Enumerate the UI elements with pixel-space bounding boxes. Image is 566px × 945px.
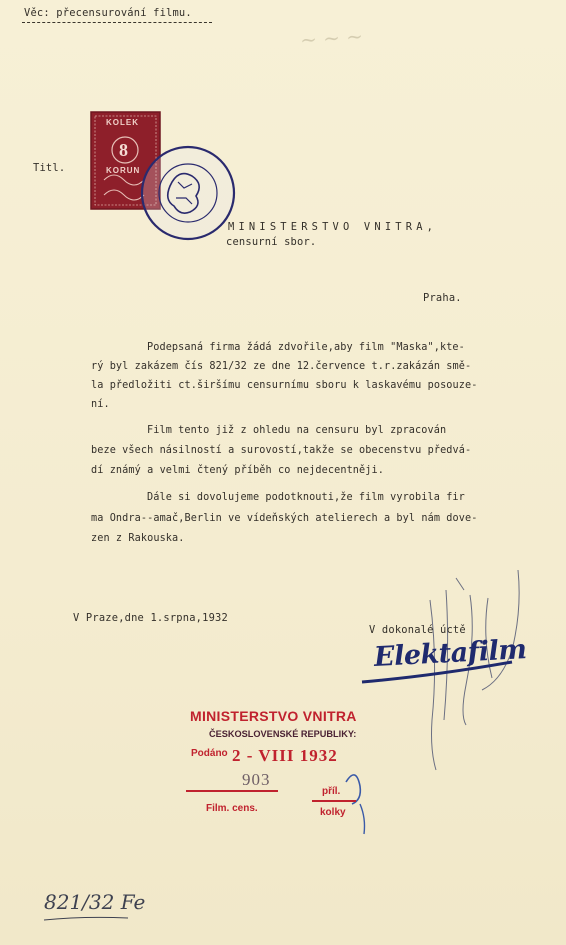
- bleed-through-marks: ~ ~ ~: [299, 23, 364, 53]
- stamp-rule: [312, 800, 356, 802]
- stamp-rule: [186, 790, 278, 792]
- pencil-reference: 821/32 Fe: [44, 890, 146, 914]
- received-stamp-country: ČESKOSLOVENSKÉ REPUBLIKY:: [209, 729, 357, 739]
- company-signature: Elektafilm: [373, 634, 528, 673]
- body-line: zen z Rakouska.: [91, 533, 185, 544]
- body-line: Dále si dovolujeme podotknouti,že film vyrobila fir: [147, 492, 465, 503]
- revenue-stamp-top: KOLEK: [106, 118, 139, 127]
- place: Praha.: [423, 292, 462, 304]
- body-line: beze všech násilností a surovostí,takže se obecenstvu předvá-: [91, 445, 472, 456]
- body-line: Film tento již z ohledu na censuru byl zpracován: [147, 425, 447, 436]
- revenue-stamp-bottom: KORUN: [106, 166, 141, 175]
- pencil-ref-underline: [44, 917, 128, 920]
- received-stamp-date: 2 - VIII 1932: [232, 746, 338, 765]
- body-line: ma Ondra--amač,Berlin ve vídeňských atelierech a byl nám dove-: [91, 513, 478, 524]
- ministry-round-seal: [142, 147, 234, 239]
- salutation: Titl.: [33, 162, 66, 174]
- recipient-name: MINISTERSTVO VNITRA,: [228, 221, 438, 233]
- closing-phrase: V dokonalé úctě: [369, 624, 466, 636]
- recipient-department: censurní sbor.: [226, 236, 317, 248]
- body-line: dí známý a velmi čtený příběh co nejdecentněji.: [91, 465, 384, 476]
- signature-scribble: [430, 570, 519, 770]
- body-line: rý byl zakázem čís 821/32 ze dne 12.července t.r.zakázán smě-: [91, 361, 472, 372]
- received-stamp-film-label: Film. cens.: [206, 803, 258, 814]
- subject-line: Věc: přecensurování filmu.: [24, 7, 192, 19]
- revenue-stamp-value: 8: [119, 140, 128, 160]
- blue-pencil-tick: [360, 804, 365, 834]
- received-stamp-stamps-label: kolky: [320, 807, 346, 818]
- body-line: Podepsaná firma žádá zdvořile,aby film "Maska",kte-: [147, 342, 465, 353]
- date-line: V Praze,dne 1.srpna,1932: [73, 612, 228, 624]
- body-line: ní.: [91, 399, 110, 410]
- received-stamp-title: MINISTERSTVO VNITRA: [190, 708, 357, 724]
- received-stamp-filed-label: Podáno: [191, 748, 228, 759]
- body-line: la předložiti ct.širšímu censurnímu sboru k laskavému posouze-: [91, 380, 478, 391]
- received-stamp-attachments-label: příl.: [322, 786, 341, 797]
- received-stamp-number: 903: [242, 770, 271, 789]
